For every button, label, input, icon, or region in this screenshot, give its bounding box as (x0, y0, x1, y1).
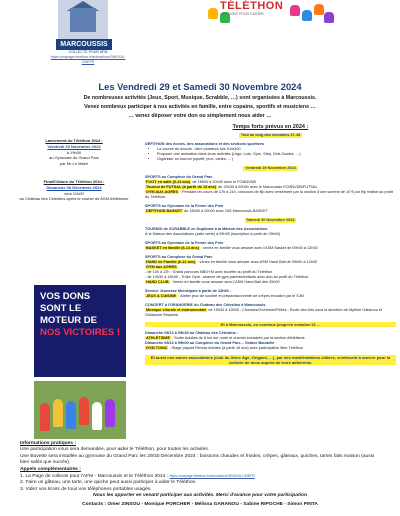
ferme-saturday-section (145, 241, 396, 251)
activity-name: JEUX & CUISINE (146, 294, 177, 298)
friday-row (145, 166, 396, 171)
activity-detail: : venez en famille vous amuser avec l'ASM Basket de 09h00 à 12h30 (199, 246, 318, 250)
list-item: • La course du muscle : faire plusieurs fois 91m400 (157, 147, 396, 152)
page-title: Les Vendredi 29 et Samedi 30 Novembre 2024 (98, 81, 302, 92)
child-figure (66, 401, 76, 429)
activity-detail: : Venez en famille vous amuser avec l'ASM Hand Ball dès 20h00 (169, 280, 280, 284)
promo-line: MOTEUR DE (40, 315, 97, 326)
section-title: DEFITHON des écoles, des associations et des sections sportives (145, 142, 265, 146)
list-item: • Proposer une animation dans leurs activités (Lego, Loto, Gym, Step, Kids Zumba, …) (157, 152, 396, 157)
closing-note: Nous les apporter en venant participer aux activités. Merci d'avance pour votre participation (93, 493, 307, 499)
activity-line (145, 346, 396, 351)
child-figure (53, 399, 63, 427)
child-figure (79, 397, 89, 425)
activity-name: BASKET en famille (6-14 ans) (146, 246, 199, 250)
friday-chip: Vendredi 29 Novembre 2024 (245, 166, 296, 170)
sunday-section (145, 331, 396, 351)
practical-line: Une Buvette sera installée au gymnase du Grand Parc les 29/30 Décembre 2024 : boissons chaudes et froides, crêpes, gâteaux, quiches, tartes faits maison (aussi bien salés que sucrés). (20, 453, 375, 466)
practical-info (20, 441, 380, 508)
scrabble-section (145, 227, 396, 237)
child-figure (92, 402, 102, 430)
closing-heading: Final/Clôture du Téléthon 2024 : (43, 178, 105, 184)
hand-icon (302, 10, 312, 21)
activity-line (145, 246, 396, 251)
intro-line: Venez nombreux participer à nos activités en famille, entre copains, sportifs et musiciens … (84, 104, 316, 110)
closing-block (12, 179, 136, 202)
list-item: • Organiser un tournoi (sportif, jeux, cartes, …) (157, 157, 396, 162)
activity-name: GYM TONIC (146, 346, 168, 350)
activity-detail: : Sortie Adultes de 8 km sur route et chemin encadrée par la section Athlétisme (170, 336, 305, 340)
grand-parc-friday-section (145, 175, 396, 200)
activity-line: - de 14h30 à 18h30 - Trübz Gym : séance de gym parents/enfants avec don au profit du Téléthon. (145, 275, 310, 279)
appeals-heading: Appels complémentaires : (20, 466, 81, 472)
activity-detail: de 18h00 à 20h30 avec le FCMNVDB (191, 180, 256, 184)
launch-time: à 19h30 (66, 149, 82, 155)
activity-detail: : Stage payant Fitness Adultes (à partir 16 ans) avec participation libre Téléthon (168, 346, 304, 350)
hand-icon (314, 4, 324, 15)
activity-line (145, 190, 396, 200)
continuation-band: Et à Marcoussis, en continue jusqu'en semaine 51 ... (145, 322, 396, 327)
saturday-row (145, 218, 396, 223)
activity-line (145, 280, 396, 285)
closing-place: au Château des Célestins après le course de ASM Athlétisme (19, 196, 129, 202)
promo-line: VOS DONS (40, 291, 91, 302)
telethon-tagline: INNOVER POUR GUÉRIR (222, 12, 264, 16)
header (0, 0, 400, 78)
contacts-line: Contacts : Omer ZINSOU - Monique PORCHER - Mélissa GARANOU - Sabine RIPOCHE - Simon PINTA (82, 501, 318, 507)
activity-line (145, 209, 396, 214)
logo-text: MARCOUSSIS (56, 39, 112, 50)
jeunesse-section (145, 289, 396, 299)
activity-name: ATHLÉTISME (146, 336, 170, 340)
practical-heading: Informations pratiques : (20, 441, 76, 446)
launch-block (12, 138, 136, 167)
weeks-chip: Tout au long des semaines 47-48 (240, 133, 301, 137)
appeal-text: 1. La Page de collecte pour l'AFM - Marcoussis et le Téléthon 2024 : (20, 474, 169, 480)
activity-name: HAND en Famille (6-12 ans) (146, 260, 196, 264)
activity-name: Tournoi de FUTSAL (à partir de 13 ans) (146, 185, 217, 189)
collecte-info (48, 50, 128, 65)
associations-band: Et aussi nos autres associations (club du 3ème Âge, Origami, …), par des manifestations ciblées, continuent à œuvrer pour la collecte de dons auprès de leurs adhérents. (145, 355, 396, 365)
intro-line: De nombreuses activités (Jeux, Sport, Musique, Scrabble, …) sont organisées à Marcoussis. (83, 95, 317, 101)
activity-detail: : Atelier jeux de société et préparation/vente de crêpes encadré par le SJM (177, 294, 304, 298)
section-title: Dimanche 08/12 à 09h00 au Complexe du Grand Parc – Octave Baudelle (145, 341, 275, 345)
closing-date: Dimanche 08 Décembre 2024 (46, 184, 102, 190)
child-figure (40, 403, 50, 431)
section-title: TOURNOI de SCRABBLE en Duplicate à la Maison des Associations (145, 227, 268, 231)
activity-line (145, 308, 396, 318)
appeal-line: 2. Faire un gâteau, une tarte, une quiche peut aussi participer à aider le Téléthon. (20, 480, 197, 486)
promo-line: SONT LE (40, 303, 82, 314)
hand-icon (324, 12, 334, 23)
activity-name: GYM aux AGRES (146, 265, 177, 269)
activity-name: FOOT en salle (6-13 ans) (146, 180, 191, 184)
activity-line (145, 294, 396, 299)
activity-detail: : venez en famille vous amuser avec ASM Hand Ball de 09h00 à 12h30 (196, 260, 318, 264)
activity-line: À la Maison des Associations (salle verte) à 09h30 (inscription à partir de 09h00) (145, 232, 281, 236)
activity-line: - de 10h à 12h : Grand parcours BBGYM avec buvette au profit du Téléthon (145, 270, 273, 274)
activity-name: HAND CLUB (146, 280, 169, 284)
highlights-column (145, 124, 396, 369)
launch-by: par Mr Le Maire (59, 161, 89, 167)
launch-heading: Lancement du Téléthon 2024 : (45, 138, 103, 143)
activity-detail: de 20h30 à 02h00 avec le Marcoussis FCMNVDB/FUTSAL (217, 185, 318, 189)
left-column (12, 138, 136, 214)
activity-name: GYM AUX AGRES (146, 190, 178, 194)
closing-time: vers 11h00 (64, 190, 84, 196)
child-figure (105, 399, 115, 427)
section-title: SPORTS au Gymnase de la Ferme des Prés (145, 241, 224, 245)
appeal-line: 3. Videz vos tiroirs de tous vos téléphones portables usagés. (20, 486, 152, 492)
practical-line: Une participation vous sera demandée, pour aider le Téléthon, pour toutes les activités. (20, 447, 210, 453)
section-title: SPORTS au Complexe du Grand Parc (145, 255, 213, 259)
section-title: Dimanche 08/12 à 09h30 au Château des Célestins : (145, 331, 239, 335)
donation-promo (34, 285, 126, 377)
activity-detail: : Pendant les cours de 17h à 21h, concours de flip avec versement par la section d'une somme de 10 € par flip réalisé au profit du Téléthon. (145, 190, 393, 199)
ferme-friday-section (145, 204, 396, 214)
section-title: Service Jeunesse Municipale à partir de 13h00 : (145, 289, 232, 293)
activity-detail: de 15h30 à 19h00 : Chorales/Orchestre/Flûtes - École des Arts sous la direction de Mylène Gabanou et Guillaume Reauline. (145, 308, 383, 317)
concert-section (145, 303, 396, 318)
intro-text (34, 94, 366, 121)
collecte-page-link[interactable]: https://mapage.telethon.fr/animations/3INSOU-CMEFR (169, 474, 255, 479)
promo-line-highlight: NOS VICTOIRES ! (40, 327, 121, 338)
section-title: CONCERT à l'ORANGERIE du Château des Célestins à Marcoussis (145, 303, 266, 307)
hand-icon (290, 5, 300, 16)
grand-parc-saturday-section (145, 255, 396, 285)
telethon-word: TÉLÉTHON (220, 0, 284, 12)
collecte-link[interactable]: https://mapage.telethon.fr/animations/3INSOU-CMEFR (50, 55, 126, 64)
highlights-heading: Temps forts prévus en 2024 : (232, 124, 309, 130)
defithon-section (145, 142, 396, 162)
hand-icon (208, 8, 218, 19)
children-photo (34, 381, 126, 439)
weeks-row (145, 133, 396, 138)
saturday-chip: Samedi 30 Novembre 2024 (246, 218, 295, 222)
activity-name: DEFITHON BASKET (146, 209, 183, 213)
launch-place: au Gymnase du Grand Parc (49, 155, 99, 161)
launch-date: Vendredi 29 Novembre 2024 (47, 143, 101, 149)
marcoussis-logo-icon (58, 0, 108, 40)
intro-line: … venez déposer votre don ou simplement nous aider … (128, 113, 272, 119)
activity-detail: de 18h00 à 02h00 avec l'AS Marcoussis BASKET (183, 209, 268, 213)
section-title: SPORTS au Complexe du Grand Parc (145, 175, 213, 179)
collecte-label: COLLECTE POUR AFM (68, 50, 108, 54)
section-title: SPORTS au Gymnase de la Ferme des Prés (145, 204, 224, 208)
activity-name: Musique chorale et instrumentale (146, 308, 207, 312)
